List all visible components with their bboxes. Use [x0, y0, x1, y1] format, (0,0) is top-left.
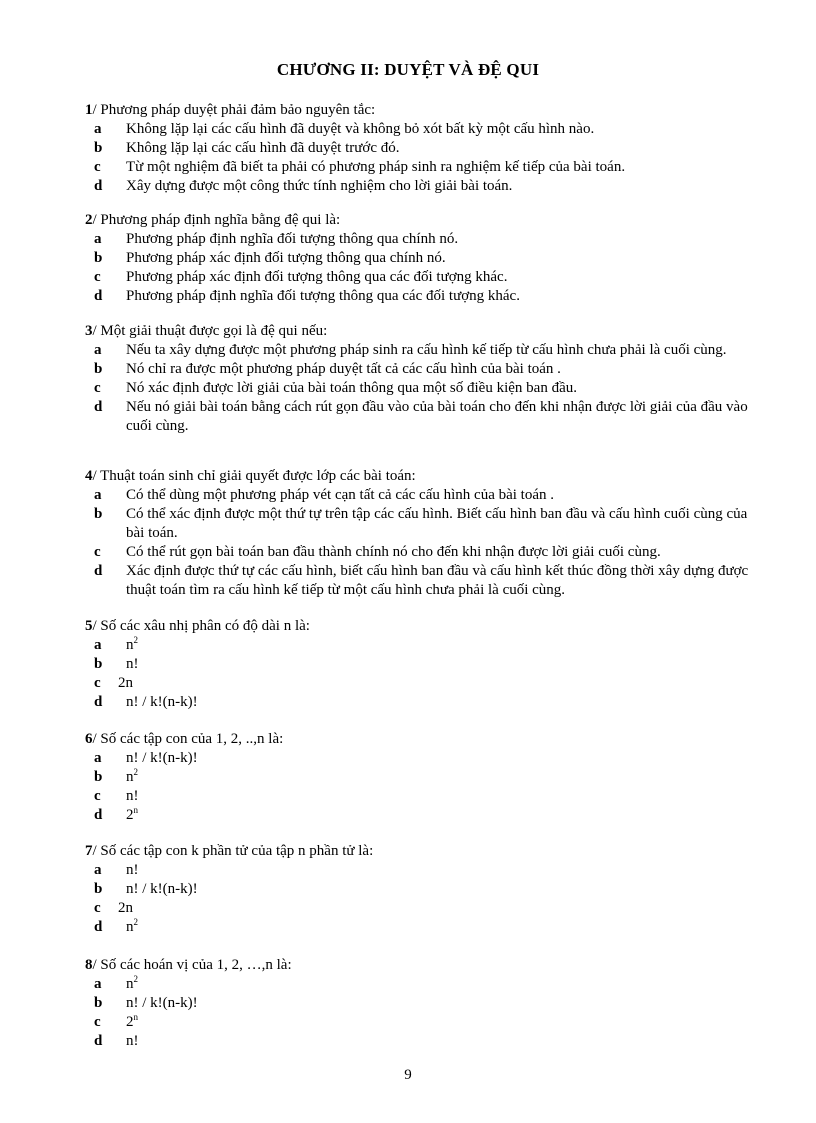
option-b [85, 880, 765, 899]
option-text: n! [126, 656, 139, 672]
superscript: 2 [133, 917, 138, 927]
option-letter: b [94, 881, 103, 897]
option-letter: c [94, 675, 101, 691]
option-letter: a [94, 231, 102, 247]
option-c [85, 543, 765, 562]
option-letter: b [94, 506, 103, 522]
option-a [85, 120, 765, 139]
option-d [85, 562, 765, 600]
option-text: 2$^n$ [126, 1012, 138, 1030]
question-number: 6 [85, 731, 93, 747]
option-text: 2n [118, 900, 133, 916]
option-b [85, 994, 765, 1013]
superscript: n [133, 1012, 138, 1022]
option-b [85, 768, 765, 787]
option-text: $n^2$ [126, 767, 138, 785]
option-letter: d [94, 399, 103, 415]
option-letter: c [94, 269, 101, 285]
question-prompt: 8/ Số các hoán vị của 1, 2, …,n là: [85, 957, 292, 973]
option-letter: b [94, 995, 103, 1011]
option-text: Phương pháp xác định đối tượng thông qua các đối tượng khác. [126, 269, 508, 285]
superscript: 2 [133, 974, 138, 984]
option-a [85, 230, 765, 249]
option-text: $n^2$ [126, 974, 138, 992]
option-c [85, 268, 765, 287]
question-number: 8 [85, 957, 93, 973]
option-c [85, 379, 765, 398]
question-prompt: 1/ Phương pháp duyệt phải đảm bảo nguyên tắc: [85, 102, 376, 118]
option-letter: b [94, 250, 103, 266]
page-number: 9 [404, 1067, 412, 1083]
question-prompt: 4/ Thuật toán sinh chỉ giải quyết được lớp các bài toán: [85, 468, 416, 484]
option-a [85, 749, 765, 768]
question-1 [85, 101, 765, 196]
option-text: n! [126, 862, 139, 878]
option-c [85, 1013, 765, 1032]
question-8 [85, 956, 765, 1051]
option-b [85, 360, 765, 379]
option-text: Từ một nghiệm đã biết ta phải có phương pháp sinh ra nghiệm kế tiếp của bài toán. [126, 159, 626, 175]
question-3 [85, 322, 765, 436]
option-text: Phương pháp xác định đối tượng thông qua chính nó. [126, 250, 446, 266]
option-text: $n^2$ [126, 917, 138, 935]
option-a [85, 861, 765, 880]
option-c [85, 787, 765, 806]
superscript: 2 [133, 767, 138, 777]
option-text: Nó chỉ ra được một phương pháp duyệt tất cả các cấu hình của bài toán . [126, 361, 561, 377]
option-letter: a [94, 342, 102, 358]
question-number: 4 [85, 468, 93, 484]
question-7 [85, 842, 765, 937]
option-text: 2n [118, 675, 133, 691]
question-prompt: 2/ Phương pháp định nghĩa bằng đệ qui là: [85, 212, 341, 228]
question-number: 2 [85, 212, 93, 228]
option-text: Nó xác định được lời giải của bài toán thông qua một số điều kiện ban đầu. [126, 380, 577, 396]
option-c [85, 899, 765, 918]
question-2 [85, 211, 765, 306]
option-a [85, 341, 765, 360]
question-prompt: 3/ Một giải thuật được gọi là đệ qui nếu: [85, 323, 328, 339]
option-d [85, 398, 765, 436]
option-text: n! [126, 788, 139, 804]
option-c [85, 158, 765, 177]
option-letter: a [94, 121, 102, 137]
option-a [85, 975, 765, 994]
option-b [85, 249, 765, 268]
option-text: Có thể xác định được một thứ tự trên tập các cấu hình. Biết cấu hình ban đầu và cấu hình cuối cùng của bài toán. [126, 506, 748, 541]
option-a [85, 636, 765, 655]
option-d [85, 918, 765, 937]
option-letter: c [94, 544, 101, 560]
option-letter: b [94, 140, 103, 156]
option-b [85, 655, 765, 674]
option-text: n! [126, 1033, 139, 1049]
option-letter: a [94, 976, 102, 992]
option-letter: c [94, 1014, 101, 1030]
option-d [85, 1032, 765, 1051]
option-text: Phương pháp định nghĩa đối tượng thông qua các đối tượng khác. [126, 288, 520, 304]
option-d [85, 287, 765, 306]
option-letter: b [94, 361, 103, 377]
option-letter: c [94, 900, 101, 916]
question-prompt: 6/ Số các tập con của 1, 2, ..,n là: [85, 731, 284, 747]
option-b [85, 505, 765, 543]
option-text: Phương pháp định nghĩa đối tượng thông qua chính nó. [126, 231, 459, 247]
option-text: n! / k!(n-k)! [126, 995, 198, 1011]
option-letter: a [94, 862, 102, 878]
option-c [85, 674, 765, 693]
option-text: Xây dựng được một công thức tính nghiệm cho lời giải bài toán. [126, 178, 513, 194]
option-letter: b [94, 656, 103, 672]
question-number: 5 [85, 618, 93, 634]
option-text: n! / k!(n-k)! [126, 694, 198, 710]
option-text: Không lặp lại các cấu hình đã duyệt và không bỏ xót bất kỳ một cấu hình nào. [126, 121, 595, 137]
option-text: 2$^n$ [126, 805, 138, 823]
option-letter: c [94, 788, 101, 804]
option-b [85, 139, 765, 158]
page-title: CHƯƠNG II: DUYỆT VÀ ĐỆ QUI [276, 60, 540, 79]
superscript: 2 [133, 635, 138, 645]
option-d [85, 177, 765, 196]
question-number: 1 [85, 102, 93, 118]
option-text: n! / k!(n-k)! [126, 881, 198, 897]
question-prompt: 5/ Số các xâu nhị phân có độ dài n là: [85, 618, 310, 634]
option-letter: d [94, 919, 103, 935]
option-letter: d [94, 563, 103, 579]
option-text: Có thể rút gọn bài toán ban đầu thành chính nó cho đến khi nhận được lời giải cuối cùng. [126, 544, 661, 560]
question-number: 3 [85, 323, 93, 339]
option-letter: d [94, 178, 103, 194]
option-d [85, 693, 765, 712]
option-letter: c [94, 159, 101, 175]
superscript: n [133, 805, 138, 815]
option-text: n! / k!(n-k)! [126, 750, 198, 766]
question-4 [85, 467, 765, 600]
option-d [85, 806, 765, 825]
option-text: Có thể dùng một phương pháp vét cạn tất cả các cấu hình của bài toán . [126, 487, 555, 503]
question-number: 7 [85, 843, 93, 859]
option-letter: d [94, 694, 103, 710]
option-letter: b [94, 769, 103, 785]
question-6 [85, 730, 765, 825]
option-text: Nếu nó giải bài toán bằng cách rút gọn đầu vào của bài toán cho đến khi nhận được lời giải của đầu vào cuối cùng. [126, 399, 748, 434]
option-letter: c [94, 380, 101, 396]
option-text: Nếu ta xây dựng được một phương pháp sinh ra cấu hình kế tiếp từ cấu hình chưa phải là cuối cùng. [126, 342, 727, 358]
option-letter: d [94, 288, 103, 304]
option-text: Không lặp lại các cấu hình đã duyệt trước đó. [126, 140, 400, 156]
option-letter: d [94, 1033, 103, 1049]
question-5 [85, 617, 765, 712]
question-prompt: 7/ Số các tập con k phần tử của tập n phần tử là: [85, 843, 374, 859]
option-letter: a [94, 487, 102, 503]
option-text: $n^2$ [126, 635, 138, 653]
option-a [85, 486, 765, 505]
option-letter: d [94, 807, 103, 823]
option-letter: a [94, 637, 102, 653]
option-letter: a [94, 750, 102, 766]
option-text: Xác định được thứ tự các cấu hình, biết cấu hình ban đầu và cấu hình kết thúc đồng thời xây dựng được thuật toán tìm ra cấu hình kế tiếp từ một cấu hình chưa phải là cuối cùng. [126, 563, 749, 598]
